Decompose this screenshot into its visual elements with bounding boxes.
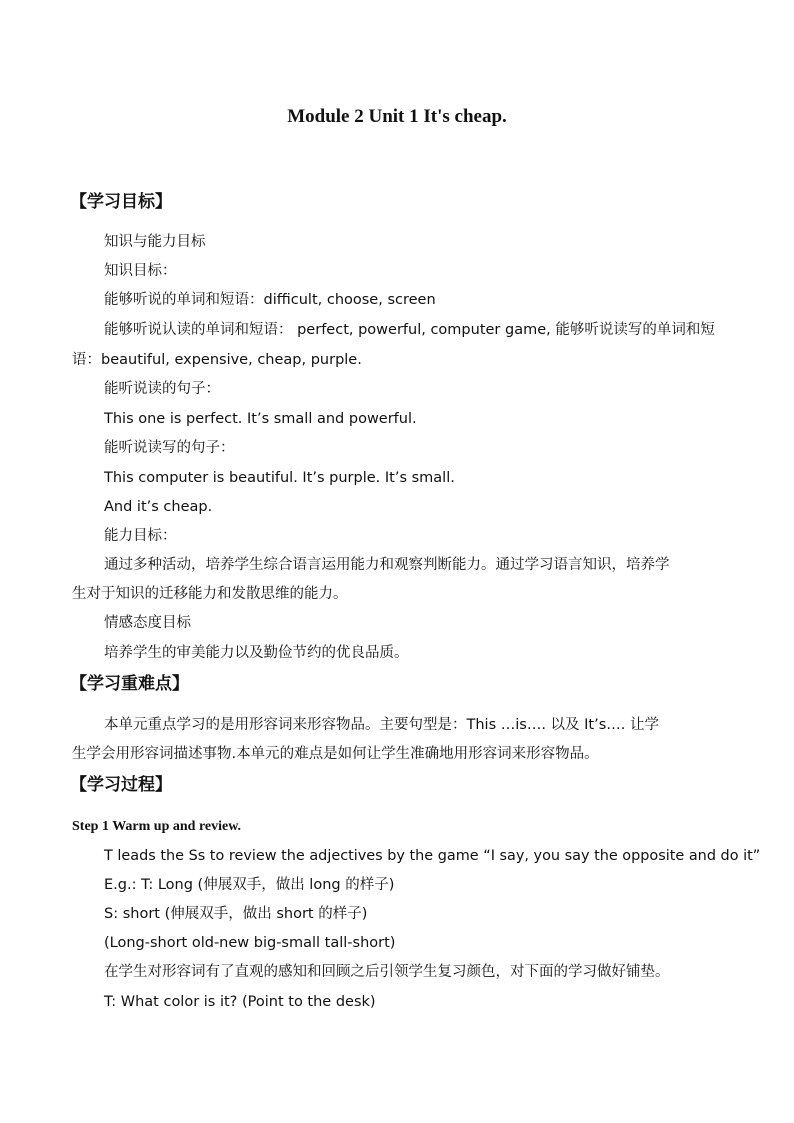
process-line: T leads the Ss to review the adjectives by the game “I say, you say the opposite and do it” [104, 848, 761, 864]
goals-line: 知识与能力目标 [104, 234, 206, 250]
section-heading-goals: 【学习目标】 [70, 192, 172, 212]
goals-line: 生对于知识的迁移能力和发散思维的能力。 [72, 586, 348, 602]
goals-line: 培养学生的审美能力以及勤俭节约的优良品质。 [104, 645, 409, 661]
goals-line: This one is perfect. It’s small and powerful. [104, 411, 417, 427]
process-line: 在学生对形容词有了直观的感知和回顾之后引领学生复习颜色，对下面的学习做好铺垫。 [104, 964, 670, 980]
section-heading-key-points: 【学习重难点】 [70, 674, 189, 694]
key-points-line: 本单元重点学习的是用形容词来形容物品。主要句型是：This …is…. 以及 It’s…. 让学 [104, 717, 659, 733]
section-heading-process: 【学习过程】 [70, 775, 172, 795]
goals-line: 通过多种活动，培养学生综合语言运用能力和观察判断能力。通过学习语言知识，培养学 [104, 557, 670, 573]
process-line: S: short (伸展双手，做出 short 的样子) [104, 906, 368, 922]
page-title: Module 2 Unit 1 It's cheap. [287, 106, 507, 127]
process-line: E.g.: T: Long (伸展双手，做出 long 的样子) [104, 877, 395, 893]
goals-line: 能够听说认读的单词和短语： perfect, powerful, computer game, 能够听说读写的单词和短 [104, 322, 715, 338]
goals-line: 能够听说的单词和短语：difficult, choose, screen [104, 292, 436, 308]
goals-line: And it’s cheap. [104, 499, 213, 515]
goals-line: 能听说读的句子： [104, 381, 220, 397]
process-line: T: What color is it? (Point to the desk) [104, 994, 376, 1010]
goals-line: 能力目标： [104, 528, 177, 544]
goals-line: 能听说读写的句子： [104, 440, 235, 456]
goals-line: 知识目标： [104, 263, 177, 279]
step-heading: Step 1 Warm up and review. [72, 819, 242, 834]
goals-line: 情感态度目标 [104, 615, 191, 631]
goals-line: 语：beautiful, expensive, cheap, purple. [72, 352, 362, 368]
goals-line: This computer is beautiful. It’s purple. It’s small. [104, 470, 455, 486]
key-points-line: 生学会用形容词描述事物.本单元的难点是如何让学生准确地用形容词来形容物品。 [72, 746, 599, 762]
process-line: (Long-short old-new big-small tall-short) [104, 935, 396, 951]
